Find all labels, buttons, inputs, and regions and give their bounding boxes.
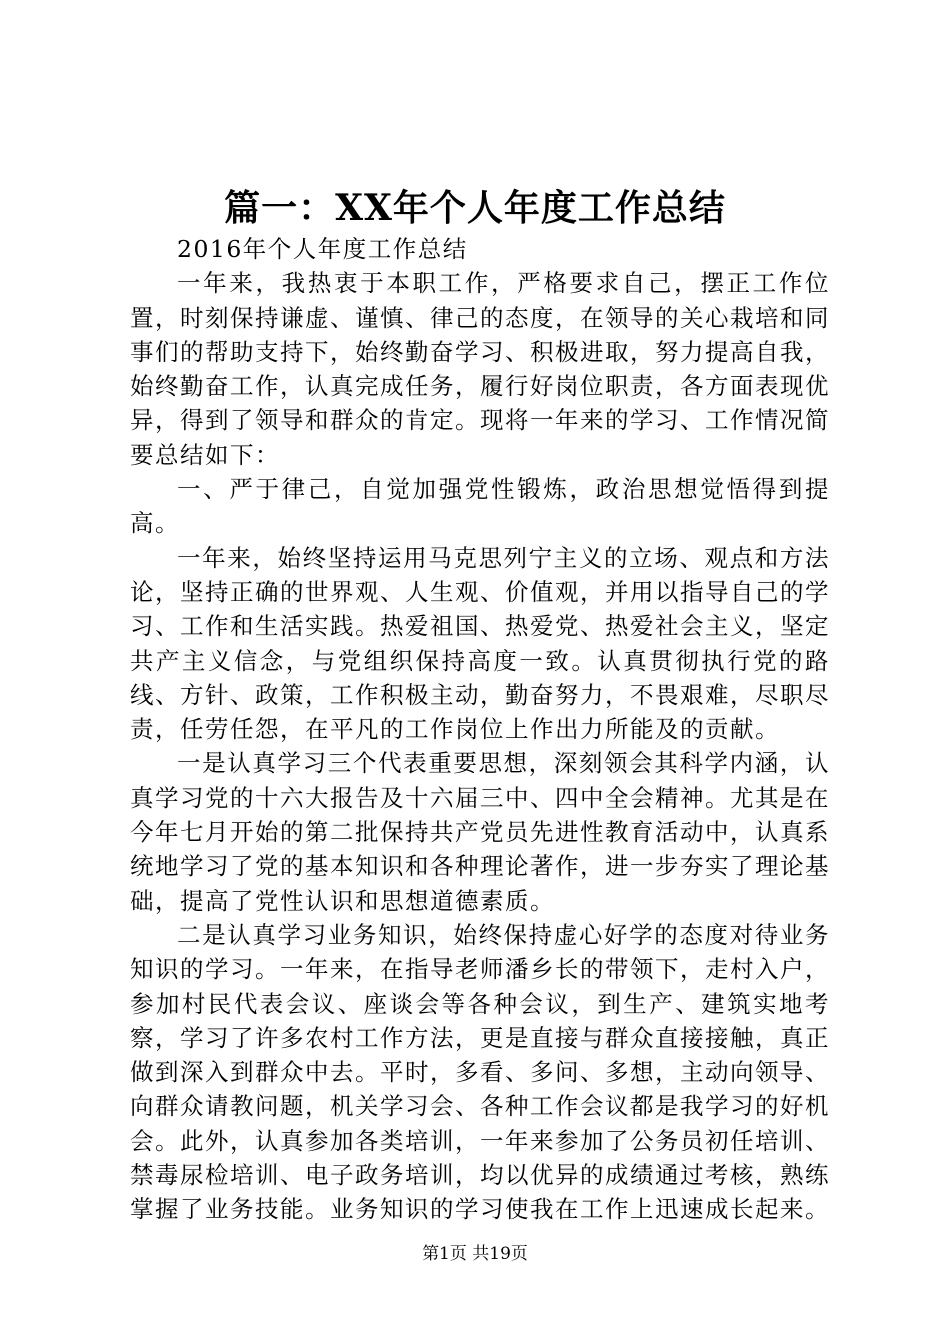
page-footer: 第1页 共19页 [422, 1244, 528, 1264]
document-body [130, 232, 830, 1227]
document-title: 篇一：XX年个人年度工作总结 [224, 187, 726, 229]
paragraph-subtitle: 2016年个人年度工作总结 [177, 235, 468, 263]
paragraph-point-two: 二是认真学习业务知识，始终保持虚心好学的态度对待业务知识的学习。一年来，在指导老师潘乡长的带领下，走村入户，参加村民代表会议、座谈会等各种会议，到生产、建筑实地考察，学习了许多农村工作方法，更是直接与群众直接接触，真正做到深入到群众中去。平时，多看、多问、多想，主动向领导、向群众请教问题，机关学习会、各种工作会议都是我学习的好机会。此外，认真参加各类培训，一年来参加了公务员初任培训、禁毒尿检培训、电子政务培训，均以优异的成绩通过考核，熟练掌握了业务技能。业务知识的学习使我在工作上迅速成长起来。 [130, 920, 830, 1224]
paragraph-intro: 一年来，我热衷于本职工作，严格要求自己，摆正工作位置，时刻保持谦虚、谨慎、律己的态度，在领导的关心栽培和同事们的帮助支持下，始终勤奋学习、积极进取，努力提高自我，始终勤奋工作，认真完成任务，履行好岗位职责，各方面表现优异，得到了领导和群众的肯定。现将一年来的学习、工作情况简要总结如下： [130, 269, 830, 469]
paragraph-section-heading: 一、严于律己，自觉加强党性锻炼，政治思想觉悟得到提高。 [130, 475, 830, 538]
paragraph-political-stance: 一年来，始终坚持运用马克思列宁主义的立场、观点和方法论，坚持正确的世界观、人生观、价值观，并用以指导自己的学习、工作和生活实践。热爱祖国、热爱党、热爱社会主义，坚定共产主义信念，与党组织保持高度一致。认真贯彻执行党的路线、方针、政策，工作积极主动，勤奋努力，不畏艰难，尽职尽责，任劳任怨，在平凡的工作岗位上作出力所能及的贡献。 [130, 543, 830, 744]
paragraph-point-one: 一是认真学习三个代表重要思想，深刻领会其科学内涵，认真学习党的十六大报告及十六届三中、四中全会精神。尤其是在今年七月开始的第二批保持共产党员先进性教育活动中，认真系统地学习了党的基本知识和各种理论著作，进一步夯实了理论基础，提高了党性认识和思想道德素质。 [130, 749, 830, 915]
